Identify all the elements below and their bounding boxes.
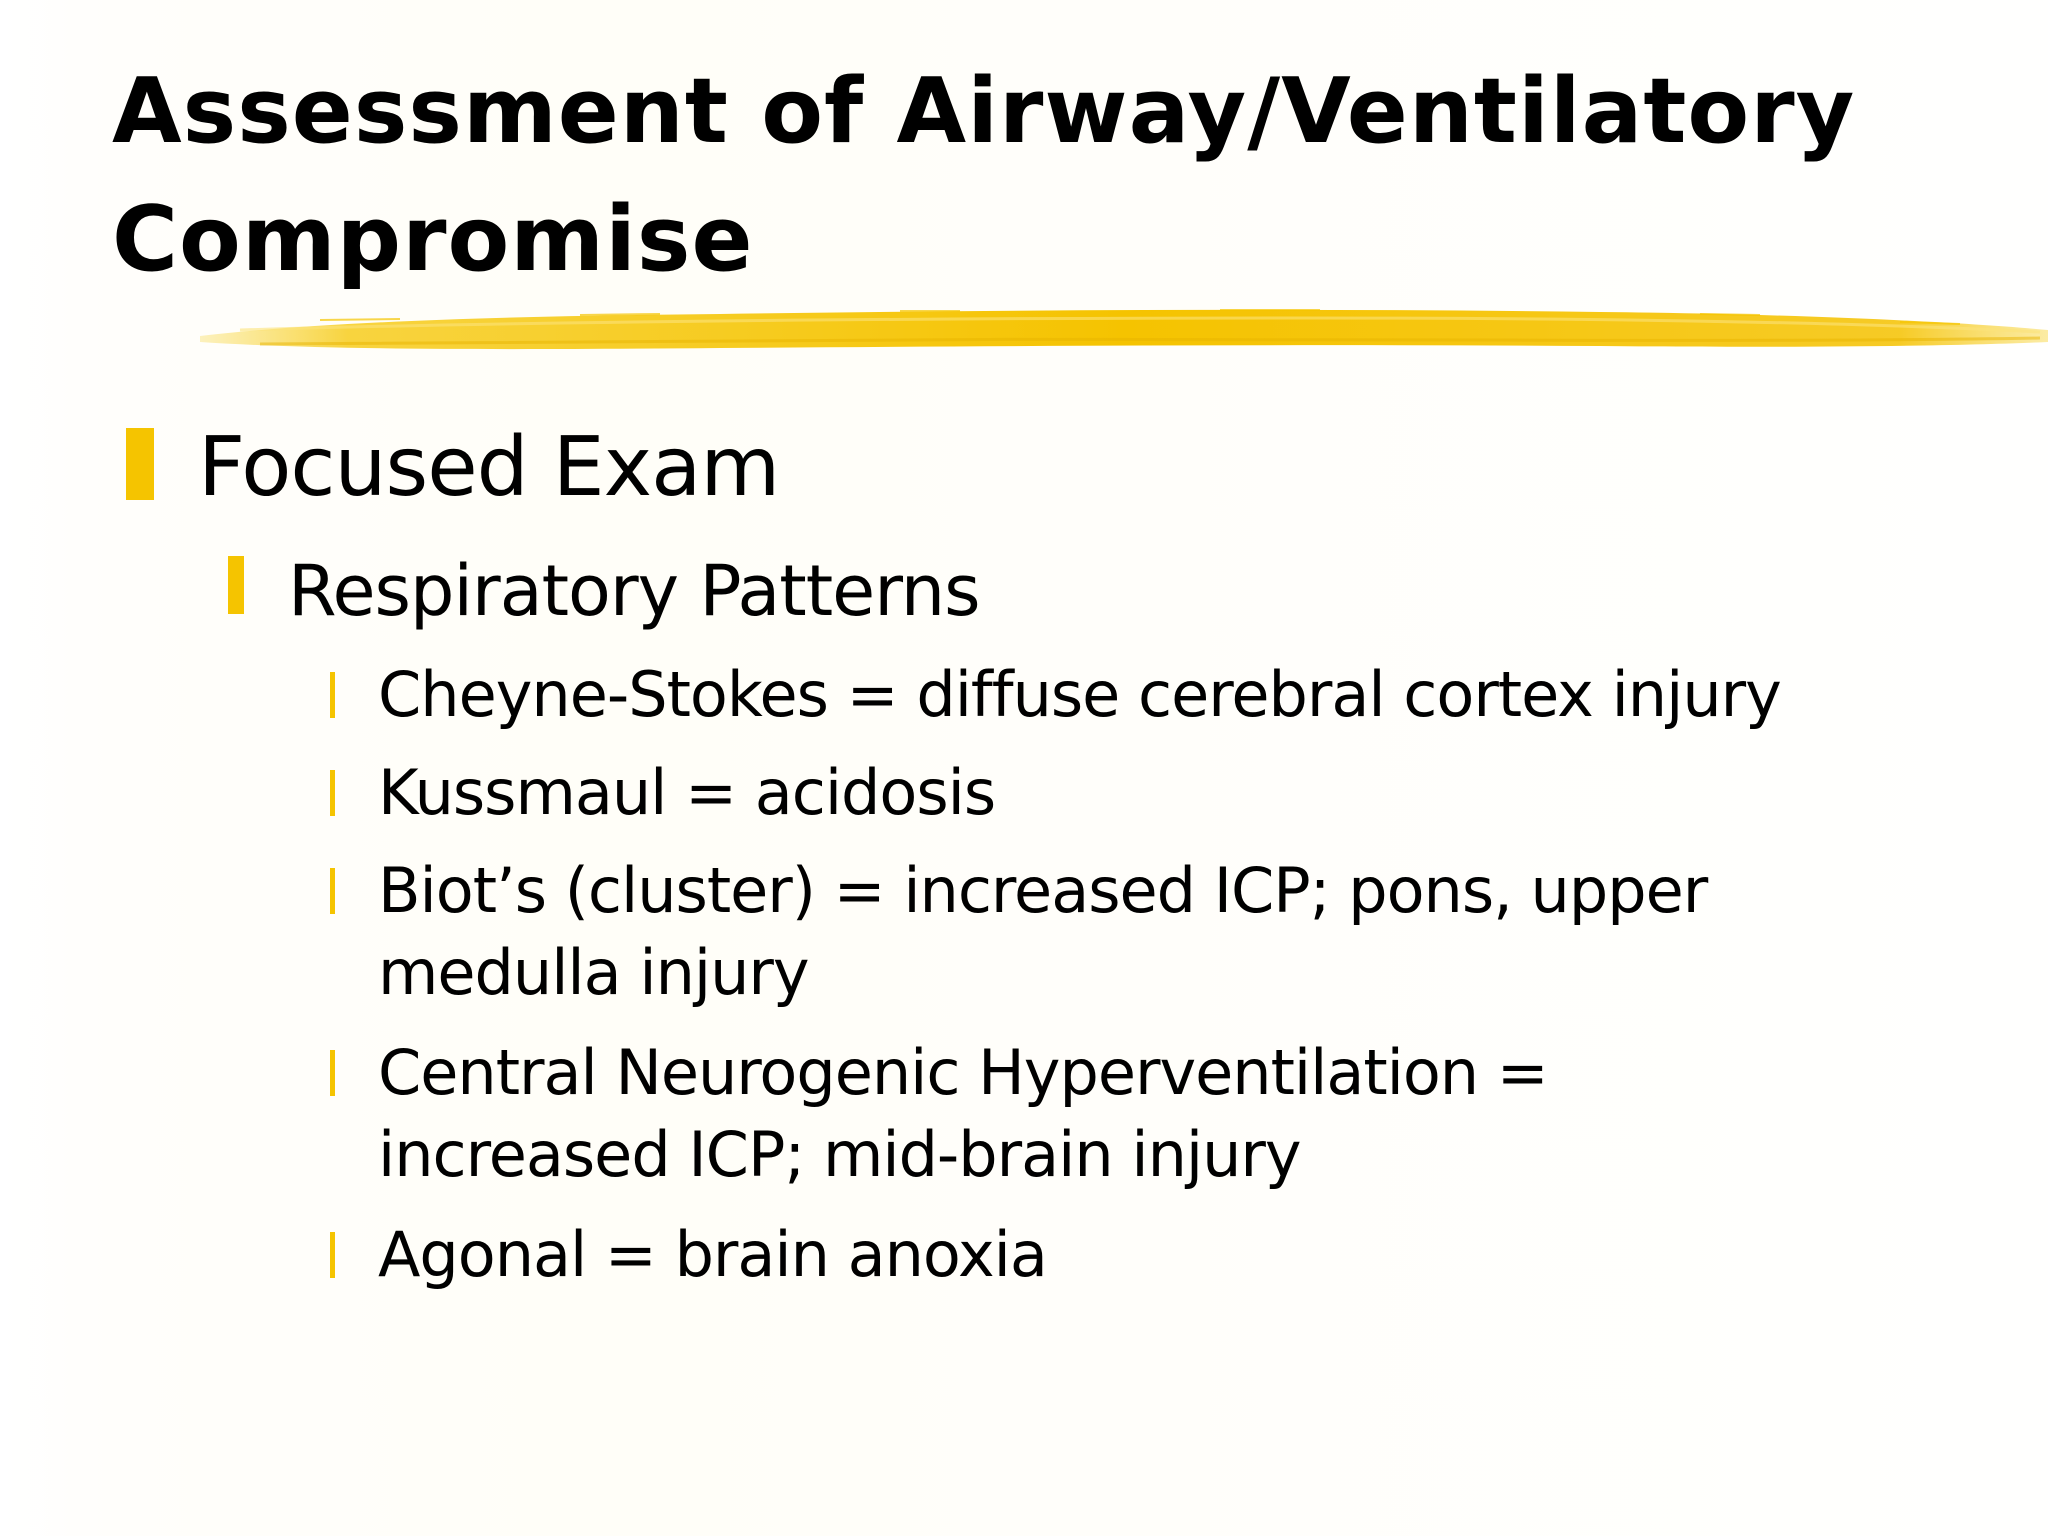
bullet-level2-label: Respiratory Patterns [288,550,980,632]
slide-title: Assessment of Airway/Ventilatory Compromise [112,59,1856,292]
yellow-bar-bullet-icon [228,556,244,614]
list-item-label: Kussmaul = acidosis [378,756,996,829]
yellow-line-bullet-icon [330,868,335,914]
bullet-level1-label: Focused Exam [198,420,780,515]
list-item-label: Biot’s (cluster) = increased ICP; pons, upper medulla injury [378,854,1708,1009]
yellow-bar-bullet-icon [126,428,154,500]
yellow-line-bullet-icon [330,770,335,816]
list-item-label: Agonal = brain anoxia [378,1218,1047,1291]
yellow-line-bullet-icon [330,1050,335,1096]
yellow-brush-stroke-divider [200,300,2048,370]
list-item-label: Cheyne-Stokes = diffuse cerebral cortex injury [378,658,1781,731]
yellow-line-bullet-icon [330,1232,335,1278]
yellow-line-bullet-icon [330,672,335,718]
list-item-label: Central Neurogenic Hyperventilation = increased ICP; mid-brain injury [378,1036,1548,1191]
